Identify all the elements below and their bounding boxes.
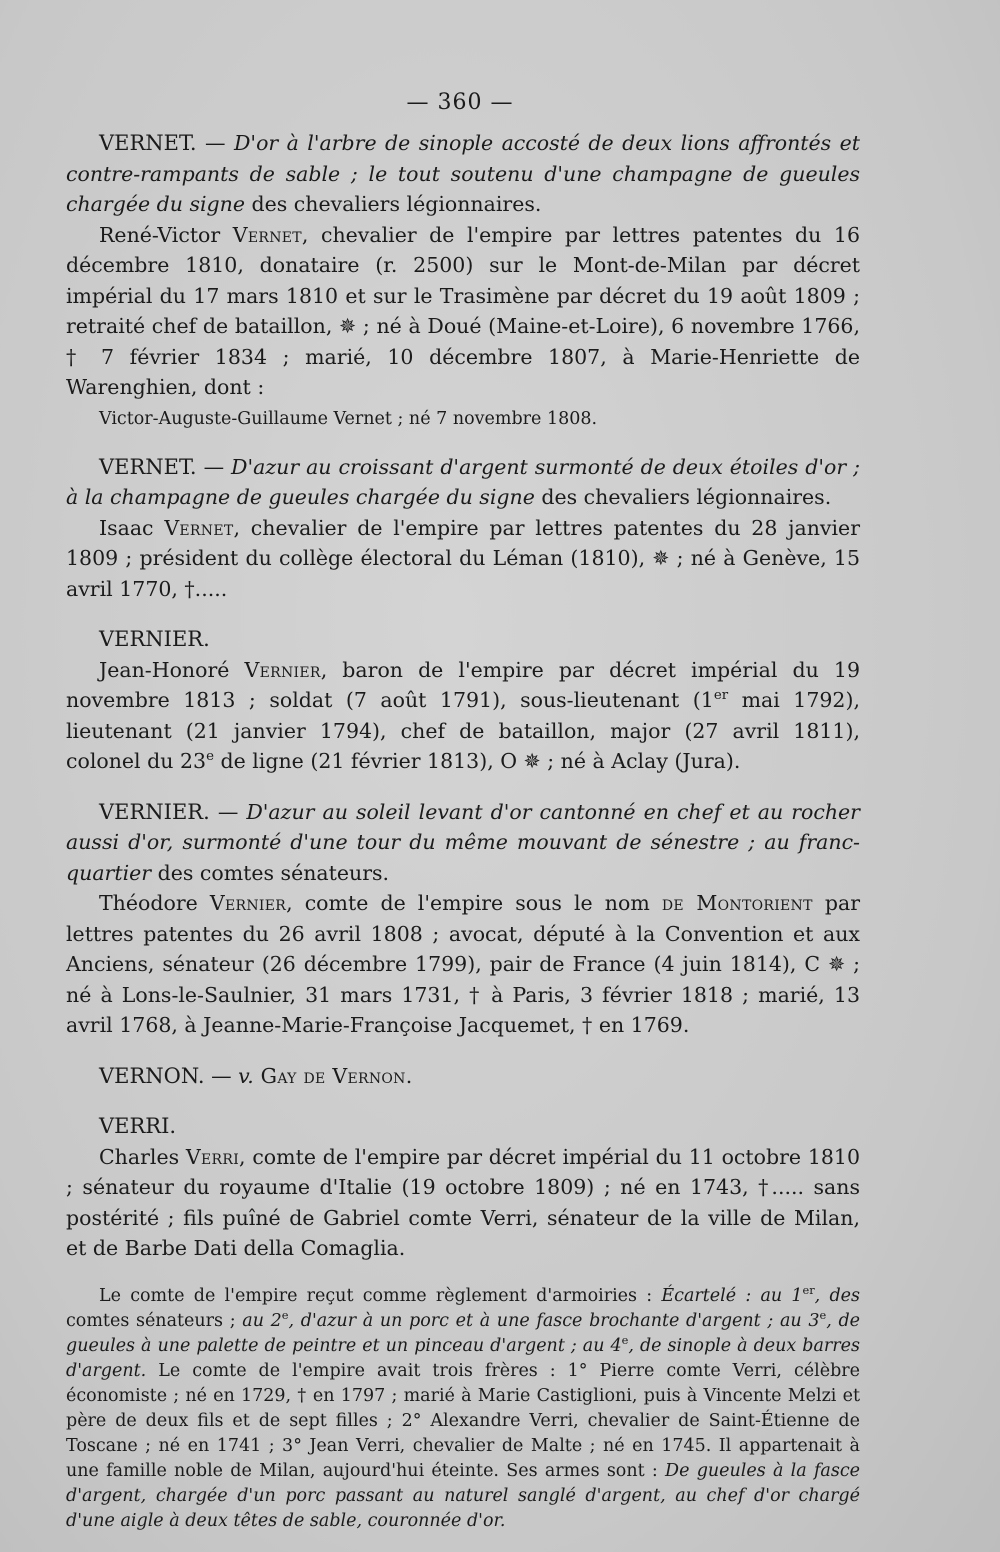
bio-text: par lettres patentes du 26 avril 1808 ; avocat, député à la Convention et aux Anciens, sénateur (26 décembre 1799), pair de France (4 juin 1814), C ✵ ; né à Lons-le-Saulnier, 31 mars 1731, † à Paris, 3 février 1818 ; marié, 13 avril 1768, à Jeanne-Marie-Françoise Jacquemet, † en 1769. (66, 891, 861, 1037)
given-name: René-Victor (99, 222, 233, 247)
reference-name: Gay de Vernon. (253, 1063, 413, 1088)
entry-heading: VERNIER. (99, 799, 210, 824)
entry-verri-note (66, 1284, 860, 1534)
entry-vernet-2-arms (66, 452, 860, 513)
entry-vernier-1-bio (66, 655, 860, 777)
entry-heading: VERNIER. (99, 627, 210, 651)
entry-heading: VERNET. (99, 454, 197, 479)
entry-vernon (66, 1061, 860, 1092)
superscript: e (206, 749, 214, 765)
note-italic: , de gueules à une palette de peintre et un pinceau d'argent ; au 4 (66, 1310, 860, 1356)
document-body (66, 128, 860, 1534)
note-italic: , d'azur à un porc et à une fasce brochante d'argent ; au 3 (288, 1310, 820, 1331)
bio-text: , comte de l'empire par décret impérial du 11 octobre 1810 ; sénateur du royaume d'Italie (19 octobre 1809) ; né en 1743, †..... sans postérité ; fils puîné de Gabriel comte Verri, sénateur de la ville de Milan, et de Barbe Dati della Comaglia. (66, 1144, 860, 1260)
superscript: er (802, 1282, 815, 1297)
bio-text: , chevalier de l'empire par lettres patentes du 28 janvier 1809 ; président du collège électoral du Léman (1810), ✵ ; né à Genève, 15 avril 1770, †..... (66, 515, 860, 601)
entry-vernier-2-arms (66, 797, 860, 889)
blazon-text: D'azur au croissant d'argent surmonté de deux étoiles d'or ; à la champagne de gueules chargée du signe (66, 454, 860, 509)
dash: — (196, 454, 232, 479)
entry-vernet-1-child: Victor-Auguste-Guillaume Vernet ; né 7 novembre 1808. (99, 408, 598, 429)
given-name: Charles (99, 1144, 186, 1169)
superscript: e (819, 1307, 827, 1322)
surname: Vernet (232, 222, 302, 247)
blazon-text: D'azur au soleil levant d'or cantonné en chef et au rocher aussi d'or, surmonté d'une tour du même mouvant de sénestre ; au franc-quartier (66, 799, 860, 885)
entry-verri-bio (66, 1142, 860, 1264)
bio-text: , chevalier de l'empire par lettres patentes du 16 décembre 1810, donataire (r. 2500) sur le Mont-de-Milan par décret impérial du 17 mars 1810 et sur le Trasimène par décret du 19 août 1809 ; retraité chef de bataillon, ✵ ; né à Doué (Maine-et-Loire), 6 novembre 1766, † 7 février 1834 ; marié, 10 décembre 1807, à Marie-Henriette de Warenghien, dont : (66, 222, 860, 399)
given-name: Isaac (99, 515, 165, 540)
note-italic: De gueules à la fasce d'argent, chargée d'un porc passant au naturel sanglé d'argent, au chef d'or chargé d'une aigle à deux têtes de sable, couronnée d'or. (66, 1460, 860, 1531)
superscript: er (713, 688, 729, 704)
dash: — (209, 799, 247, 824)
title-name: de Montorient (661, 891, 813, 915)
note-text: Le comte de l'empire reçut comme règlement d'armoiries : (99, 1285, 662, 1306)
surname: Verri (185, 1144, 240, 1169)
entry-heading: VERRI. (99, 1114, 177, 1138)
entry-vernier-1-heading (66, 624, 860, 655)
blazon-tail: des chevaliers légionnaires. (534, 485, 832, 509)
superscript: e (281, 1307, 289, 1322)
given-name: Théodore (99, 891, 210, 915)
entry-vernier-2-bio (66, 888, 860, 1041)
blazon-text: D'or à l'arbre de sinople accosté de deux lions affrontés et contre-rampants de sable ; le tout soutenu d'une champagne de gueules chargée du signe (66, 131, 860, 216)
blazon-tail: des comtes sénateurs. (151, 860, 390, 885)
entry-heading: VERNON. (99, 1063, 205, 1088)
superscript: e (621, 1332, 629, 1347)
see-reference: v. (238, 1063, 254, 1088)
note-text: comtes sénateurs ; (66, 1310, 243, 1331)
note-italic: au 2 (242, 1310, 282, 1331)
surname: Vernier (244, 657, 321, 682)
note-italic: , de sinople à deux barres d'argent. (66, 1335, 861, 1381)
entry-vernet-1-arms (66, 128, 860, 220)
bio-text: mai 1792), lieutenant (21 janvier 1794), chef de bataillon, major (27 avril 1811), colonel du 23 (66, 688, 860, 773)
bio-text: , baron de l'empire par décret impérial du 19 novembre 1813 ; soldat (7 août 1791), sous-lieutenant (1 (66, 657, 860, 712)
surname: Vernier (209, 891, 287, 915)
dash: — (196, 131, 234, 155)
note-italic: , des (814, 1285, 861, 1306)
page-number: — 360 — (406, 90, 514, 115)
note-italic: Écartelé : au 1 (661, 1285, 803, 1306)
bio-text: de ligne (21 février 1813), O ✵ ; né à Aclay (Jura). (213, 749, 741, 773)
given-name: Jean-Honoré (99, 657, 245, 682)
entry-heading: VERNET. (99, 131, 197, 155)
dash: — (204, 1063, 239, 1088)
bio-text: , comte de l'empire sous le nom (286, 891, 662, 915)
entry-vernet-1-bio (66, 220, 860, 403)
entry-vernet-2-bio (66, 513, 860, 605)
surname: Vernet (164, 515, 234, 540)
note-text: Le comte de l'empire avait trois frères : 1° Pierre comte Verri, célèbre économiste ; né en 1729, † en 1797 ; marié à Marie Castiglioni, puis à Vincente Melzi et père de deux fils et de sept filles ; 2° Alexandre Verri, chevalier de Saint-Étienne de Toscane ; né en 1741 ; 3° Jean Verri, chevalier de Malte ; né en 1745. Il appartenait à une famille noble de Milan, aujourd'hui éteinte. Ses armes sont : (66, 1360, 860, 1481)
blazon-tail: des chevaliers légionnaires. (245, 192, 542, 216)
entry-verri-heading (66, 1111, 860, 1142)
